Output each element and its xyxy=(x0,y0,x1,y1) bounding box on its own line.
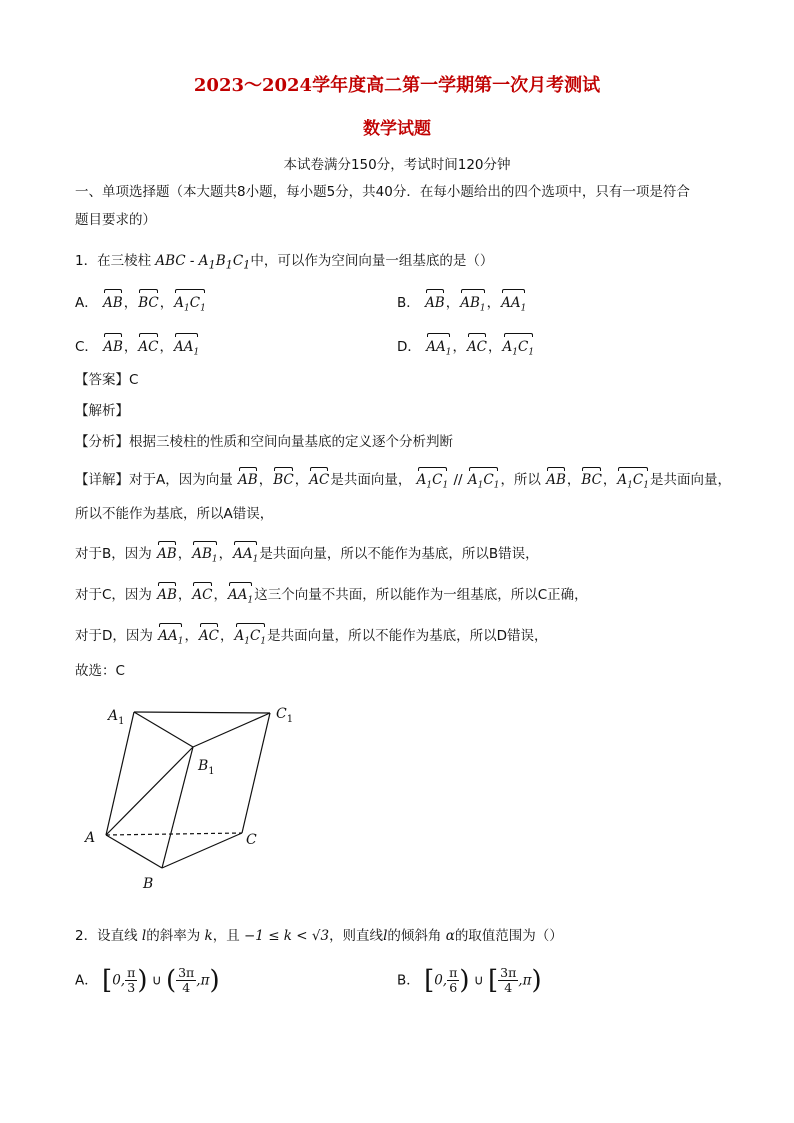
q1-prefix: 1．在三棱柱 xyxy=(75,253,152,269)
label-b: B xyxy=(143,876,154,892)
q1-prism: ABC - $A_1B_1C_1$ xyxy=(155,253,251,272)
q1-option-b: B． AB，$AB_1$，$AA_1$ xyxy=(397,288,527,320)
q1-suffix: 中，可以作为空间向量一组基底的是（） xyxy=(250,253,494,269)
edge-b1c1 xyxy=(193,713,270,747)
q1-choose: 故选：C xyxy=(75,663,125,679)
section-heading-line1: 一、单项选择题（本大题共8小题，每小题5分，共40分．在每小题给出的四个选项中，只有一项是符合 xyxy=(75,184,690,200)
q1-option-d: D． $AA_1$，AC，$A_1C_1$ xyxy=(397,332,535,364)
edge-bb1 xyxy=(162,747,193,868)
edge-ac-hidden xyxy=(106,833,242,835)
q1-answer: 【答案】C xyxy=(75,372,139,388)
exam-info: 本试卷满分150分，考试时间120分钟 xyxy=(283,157,511,173)
q1-stem xyxy=(75,251,493,276)
q1-option-a: A． AB，BC，$A_1C_1$ xyxy=(75,288,207,320)
edge-a1b1 xyxy=(134,712,193,747)
q1-detail-d: 对于D，因为 $AA_1$，AC，$A_1C_1$是共面向量，所以不能作为基底，所以D错误， xyxy=(75,622,548,652)
label-c: C xyxy=(246,832,257,848)
edge-ab xyxy=(106,835,162,868)
q1-detail-c: 对于C，因为 AB，AC，$AA_1$这三个向量不共面，所以能作为一组基底，所以C正确， xyxy=(75,581,588,611)
label-a1: $A_1$ xyxy=(108,708,125,727)
prism-figure xyxy=(70,690,310,900)
q2-stem: 2．设直线 l的斜率为 k，且 −1 ≤ k < √3，则直线l的倾斜角 α的取值范围为（） xyxy=(75,928,563,944)
q1-detail-b: 对于B，因为 AB，$AB_1$，$AA_1$是共面向量，所以不能作为基底，所以B错误， xyxy=(75,540,539,570)
edge-a1c1 xyxy=(134,712,270,713)
edge-aa1 xyxy=(106,712,134,835)
subject-title: 数学试题 xyxy=(363,119,431,139)
exam-title: 2023～2024学年度高二第一学期第一次月考测试 xyxy=(193,75,601,96)
section-heading-line2: 题目要求的） xyxy=(75,212,156,228)
q1-option-c: C． AB，AC，$AA_1$ xyxy=(75,332,200,364)
label-c1: $C_1$ xyxy=(276,706,294,725)
edge-cc1 xyxy=(242,713,270,833)
q1-detail-a-cont: 所以不能作为基底，所以A错误， xyxy=(75,506,274,522)
q1-detail-a: 【详解】对于A，因为向量 AB，BC，AC是共面向量， $A_1C_1 // A_1C_1$，所以 AB，BC，$A_1C_1$是共面向量， xyxy=(75,466,731,496)
label-b1: $B_1$ xyxy=(198,758,215,777)
q1-fenxi: 【分析】根据三棱柱的性质和空间向量基底的定义逐个分析判断 xyxy=(75,434,453,450)
label-a: A xyxy=(85,830,96,846)
q2-option-a: A． [0, $\frac{\pi}{3}$ ) ∪ ( $\frac{3\pi}{4}$ ,π) xyxy=(75,965,220,996)
diag-ab1 xyxy=(106,747,193,835)
edge-bc xyxy=(162,833,242,868)
q2-option-b: B． [0, $\frac{\pi}{6}$ ) ∪ [ $\frac{3\pi}{4}$ ,π) xyxy=(397,965,542,996)
q1-analysis-tag: 【解析】 xyxy=(75,403,129,419)
